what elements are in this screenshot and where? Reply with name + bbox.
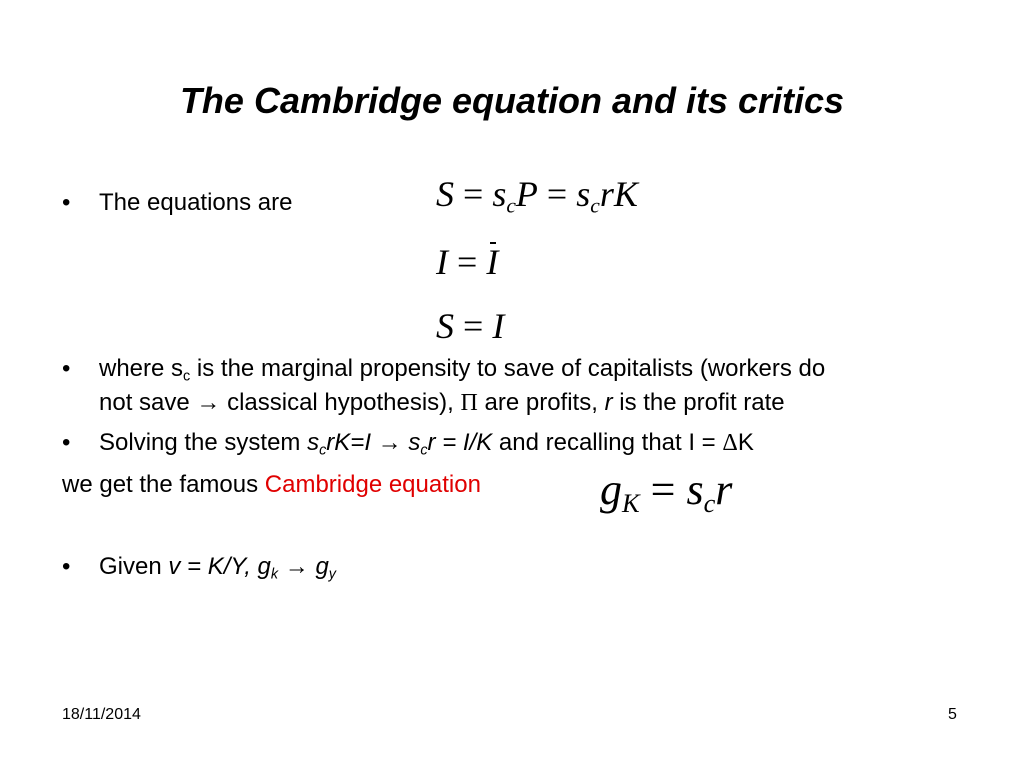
equation-savings: $S = s_cP = s_crK$ xyxy=(436,174,638,218)
footer-date: 18/11/2014 xyxy=(62,706,141,723)
bullet-text-equations: The equations are xyxy=(99,189,293,216)
cambridge-equation: $g_K = s_cr$ xyxy=(600,465,733,518)
bullet-marker: • xyxy=(62,355,71,382)
bullet-text-solving: Solving the system $s_crK=I \to s_cr = I/K$ and recalling that I = ΔK xyxy=(99,429,754,459)
arrow-icon: → xyxy=(377,429,402,456)
equation-equilibrium: S = I xyxy=(436,306,505,346)
famous-equation-line: we get the famous Cambridge equation xyxy=(62,471,481,498)
bullet-text-propensity-line2: not save → classical hypothesis), Π are profits, r is the profit rate xyxy=(99,389,785,416)
slide-number: 5 xyxy=(948,706,957,723)
bullet-marker: • xyxy=(62,189,71,216)
delta-symbol: Δ xyxy=(722,430,738,456)
investment-overbar: I xyxy=(486,242,499,282)
bullet-marker: • xyxy=(62,429,71,456)
bullet-text-propensity-line1: where $s_c$ is the marginal propensity to save of capitalists (workers do xyxy=(99,355,826,385)
arrow-icon: → xyxy=(196,389,221,416)
arrow-icon: → xyxy=(284,553,309,580)
slide-title: The Cambridge equation and its critics xyxy=(179,80,845,121)
equation-investment: I = I xyxy=(436,242,499,282)
bullet-marker: • xyxy=(62,553,71,580)
cambridge-equation-label: Cambridge equation xyxy=(264,471,481,498)
pi-symbol: Π xyxy=(460,390,478,416)
bullet-text-given: Given v = K/Y, $g_k \to g_y$ xyxy=(99,553,336,583)
